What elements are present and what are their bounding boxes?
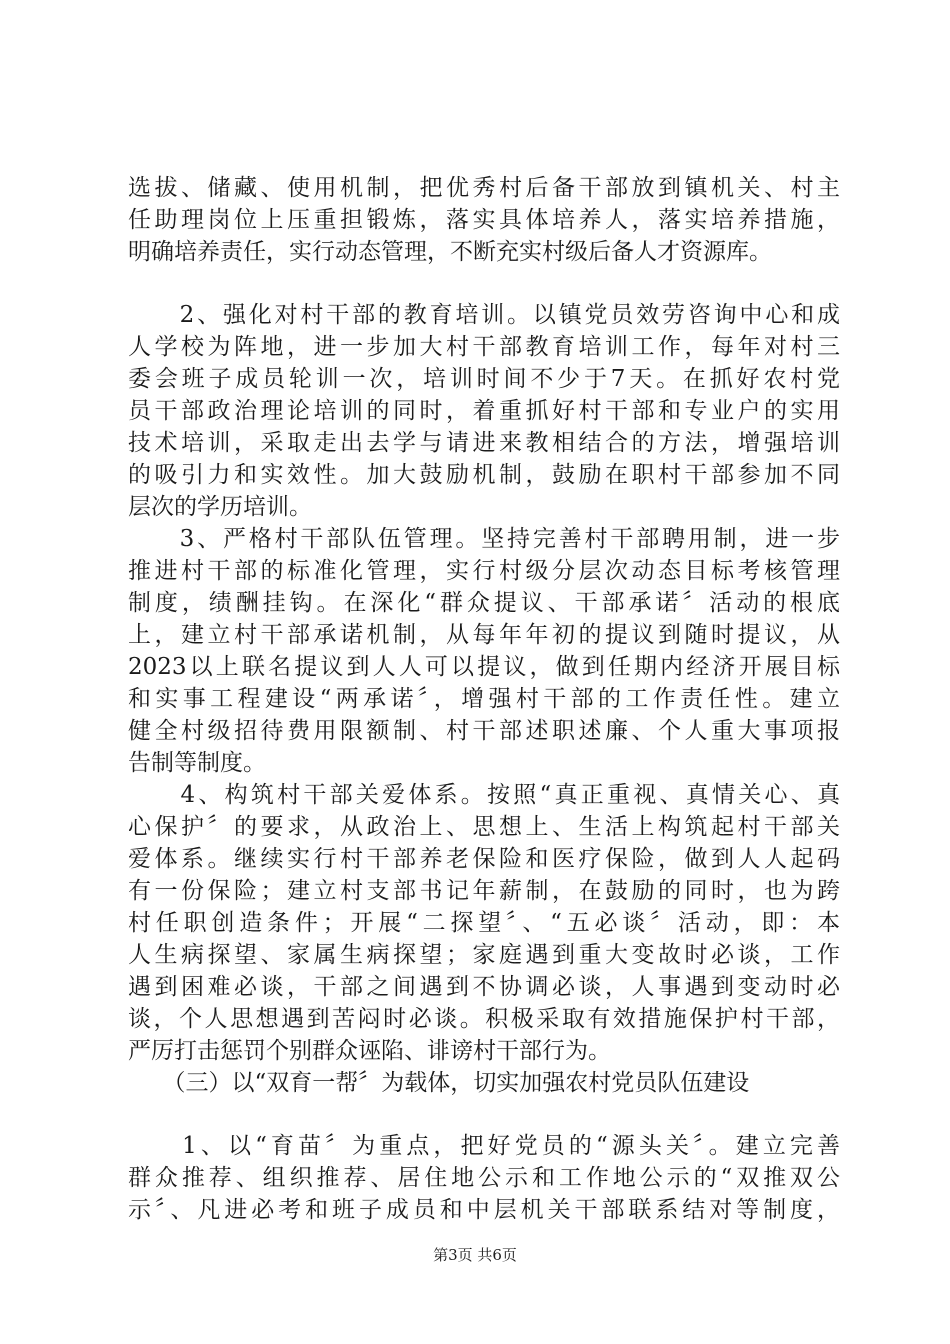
text-line: 谈，个人思想遇到苦闷时必谈。积极采取有效措施保护村干部， xyxy=(128,1006,840,1032)
paragraph-block-2 xyxy=(128,299,840,1099)
text-line: 人生病探望、家属生病探望；家庭遇到重大变故时必谈，工作 xyxy=(128,942,840,968)
text-line: 村任职创造条件；开展“二探望〞、“五必谈〞活动，即：本 xyxy=(128,910,840,936)
text-line: 层次的学历培训。 xyxy=(128,494,312,520)
text-line: 制度，绩酬挂钩。在深化“群众提议、干部承诺〞活动的根底 xyxy=(128,590,840,616)
text-line: 群众推荐、组织推荐、居住地公示和工作地公示的“双推双公 xyxy=(128,1165,840,1191)
text-line: 示〞、凡进必考和班子成员和中层机关干部联系结对等制度， xyxy=(128,1197,840,1223)
text-line: 员干部政治理论培训的同时，着重抓好村干部和专业户的实用 xyxy=(128,398,840,424)
text-line: 选拔、储藏、使用机制，把优秀村后备干部放到镇机关、村主 xyxy=(128,175,840,201)
paragraph-block-3 xyxy=(128,1130,840,1226)
text-line: 的吸引力和实效性。加大鼓励机制，鼓励在职村干部参加不同 xyxy=(128,462,840,488)
text-line: 2023以上联名提议到人人可以提议，做到任期内经济开展目标 xyxy=(128,654,840,680)
document-body xyxy=(128,172,840,1226)
paragraph-block-1 xyxy=(128,172,840,268)
section-heading: （三）以“双育一帮〞为载体，切实加强农村党员队伍建设 xyxy=(128,1070,750,1096)
text-line: 有一份保险；建立村支部书记年薪制，在鼓励的同时，也为跨 xyxy=(128,878,840,904)
text-line: 3、严格村干部队伍管理。坚持完善村干部聘用制，进一步 xyxy=(128,526,840,552)
text-line: 遇到困难必谈，干部之间遇到不协调必谈，人事遇到变动时必 xyxy=(128,974,840,1000)
text-line: 4、构筑村干部关爱体系。按照“真正重视、真情关心、真 xyxy=(128,782,840,808)
text-line: 爱体系。继续实行村干部养老保险和医疗保险，做到人人起码 xyxy=(128,846,840,872)
text-line: 人学校为阵地，进一步加大村干部教育培训工作，每年对村三 xyxy=(128,334,840,360)
text-line: 健全村级招待费用限额制、村干部述职述廉、个人重大事项报 xyxy=(128,718,840,744)
text-line: 和实事工程建设“两承诺〞，增强村干部的工作责任性。建立 xyxy=(128,686,840,712)
text-line: 委会班子成员轮训一次，培训时间不少于7天。在抓好农村党 xyxy=(128,366,840,392)
page-number-footer: 第3页 共6页 xyxy=(433,1246,517,1264)
text-line: 上，建立村干部承诺机制，从每年年初的提议到随时提议，从 xyxy=(128,622,840,648)
text-line: 2、强化对村干部的教育培训。以镇党员效劳咨询中心和成 xyxy=(128,302,840,328)
text-line: 严厉打击惩罚个别群众诬陷、诽谤村干部行为。 xyxy=(128,1038,611,1064)
text-line: 1、以“育苗〞为重点，把好党员的“源头关〞。建立完善 xyxy=(128,1133,840,1159)
text-line: 明确培养责任，实行动态管理，不断充实村级后备人才资源库。 xyxy=(128,239,772,265)
text-line: 任助理岗位上压重担锻炼，落实具体培养人，落实培养措施， xyxy=(128,207,840,233)
paragraph-gap xyxy=(128,1099,840,1130)
text-line: 技术培训，采取走出去学与请进来教相结合的方法，增强培训 xyxy=(128,430,840,456)
text-line: 告制等制度。 xyxy=(128,750,266,776)
paragraph-gap xyxy=(128,268,840,299)
text-line: 心保护〞的要求，从政治上、思想上、生活上构筑起村干部关 xyxy=(128,814,840,840)
text-line: 推进村干部的标准化管理，实行村级分层次动态目标考核管理 xyxy=(128,558,840,584)
